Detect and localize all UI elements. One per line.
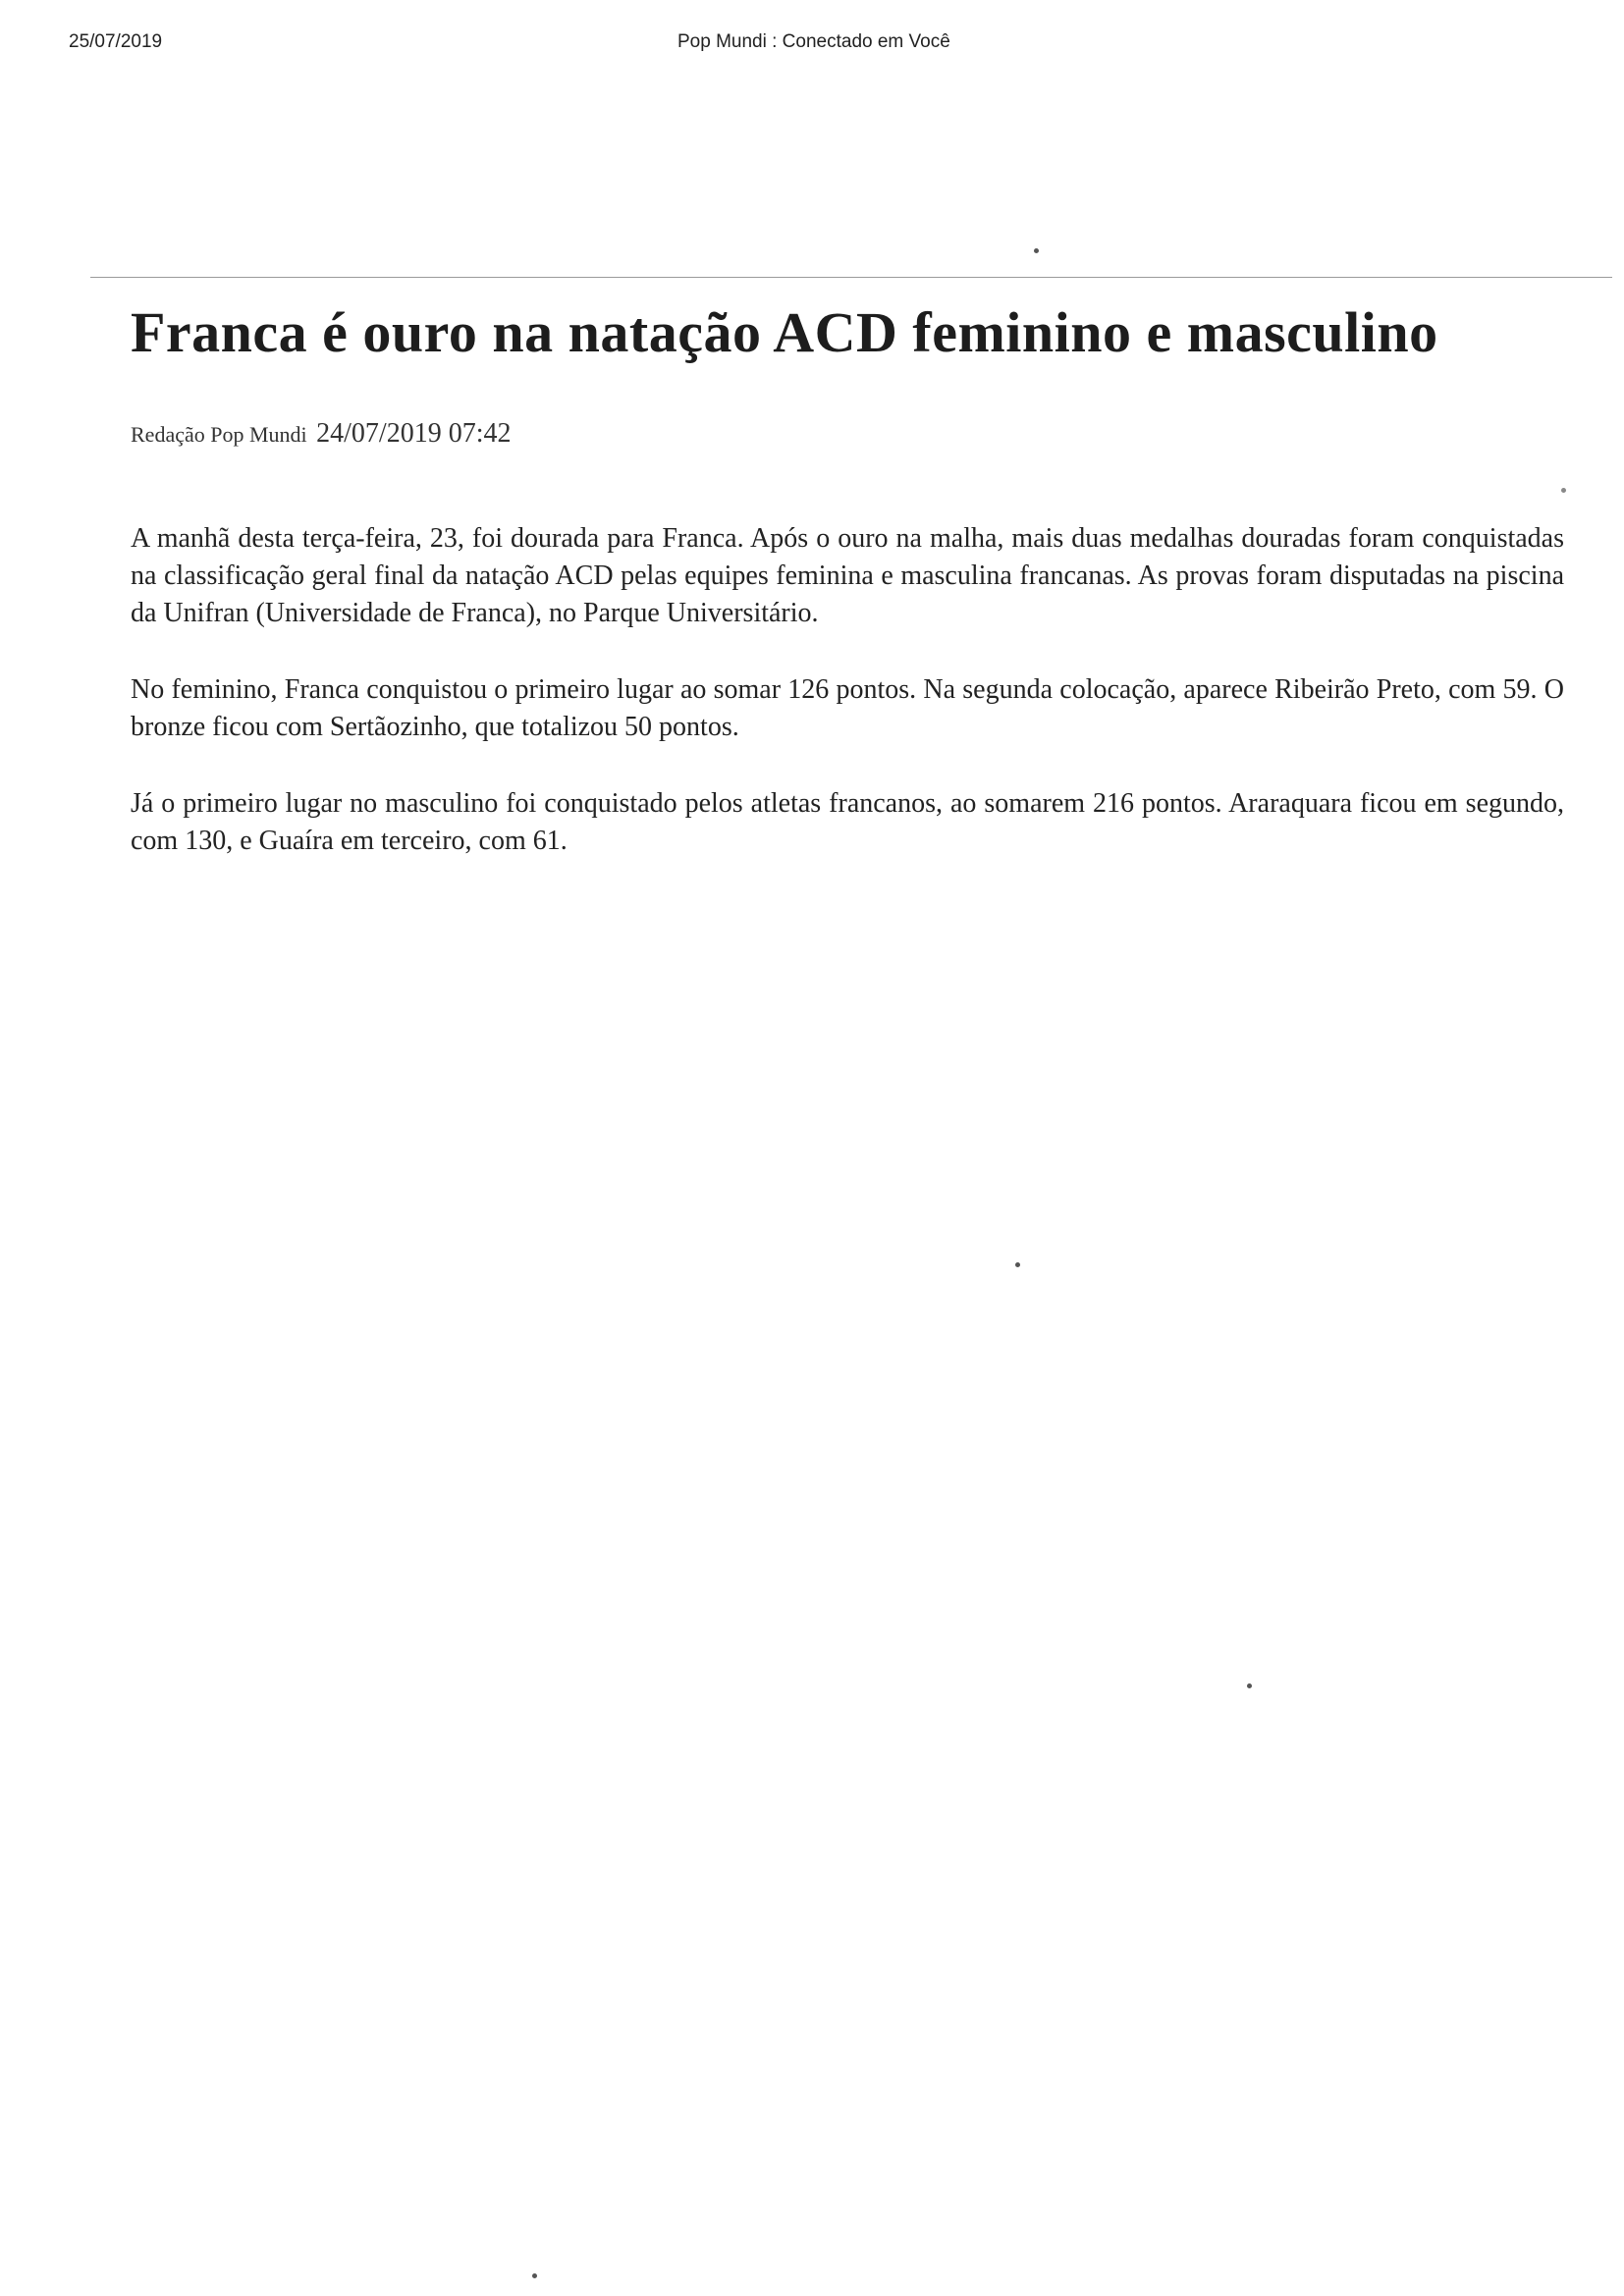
scan-speck xyxy=(1247,1683,1252,1688)
scan-speck xyxy=(1034,248,1039,253)
print-site-title: Pop Mundi : Conectado em Você xyxy=(677,31,950,52)
print-date: 25/07/2019 xyxy=(69,31,163,52)
article-datetime: 24/07/2019 07:42 xyxy=(316,418,512,449)
print-header xyxy=(0,31,1624,61)
byline xyxy=(131,418,1564,450)
article-paragraph: Já o primeiro lugar no masculino foi conquistado pelos atletas francanos, ao somarem 216 pontos. Araraquara ficou em segundo, com 130, e Guaíra em terceiro, com 61. xyxy=(131,788,1564,856)
article-author: Redação Pop Mundi xyxy=(131,422,307,447)
scan-speck xyxy=(1015,1262,1020,1267)
scan-speck xyxy=(1561,488,1566,493)
article-paragraph: No feminino, Franca conquistou o primeiro lugar ao somar 126 pontos. Na segunda colocação, aparece Ribeirão Preto, com 59. O bronze ficou com Sertãozinho, que totalizou 50 pontos. xyxy=(131,674,1564,742)
scan-speck xyxy=(532,2273,537,2278)
header-divider xyxy=(90,277,1612,278)
article-paragraph: A manhã desta terça-feira, 23, foi dourada para Franca. Após o ouro na malha, mais duas medalhas douradas foram conquistadas na classificação geral final da natação ACD pelas equipes feminina e masculina francanas. As provas foram disputadas na piscina da Unifran (Universidade de Franca), no Parque Universitário. xyxy=(131,523,1564,628)
article-body xyxy=(131,520,1564,860)
article-title: Franca é ouro na natação ACD feminino e masculino xyxy=(131,300,1438,364)
article xyxy=(131,294,1564,899)
